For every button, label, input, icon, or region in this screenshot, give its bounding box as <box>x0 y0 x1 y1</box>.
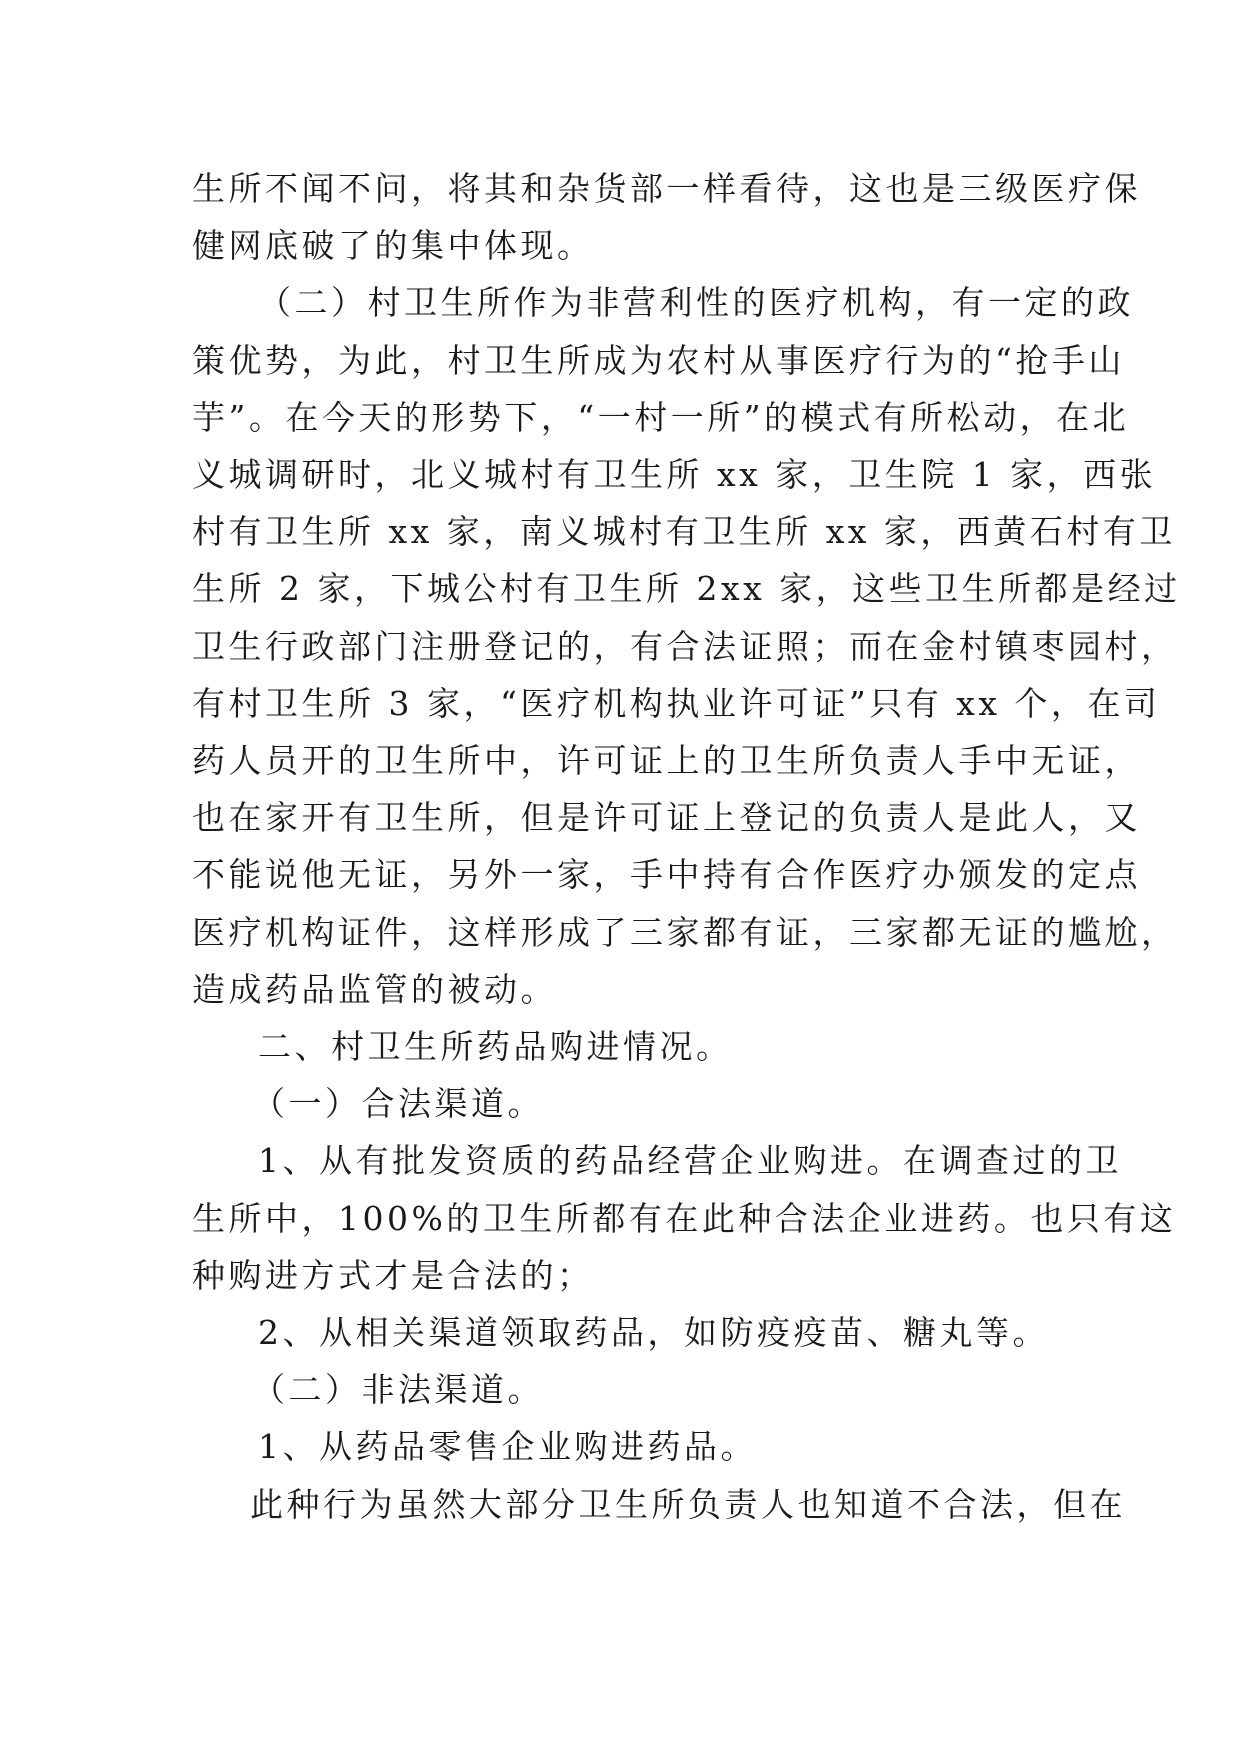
text-line: 不能说他无证，另外一家，手中持有合作医疗办颁发的定点 <box>192 855 1141 894</box>
subsection-heading: （二）非法渠道。 <box>252 1370 544 1409</box>
text-line: 义城调研时，北义城村有卫生所 xx 家，卫生院 1 家，西张 <box>192 455 1157 494</box>
text-line: 此种行为虽然大部分卫生所负责人也知道不合法，但在 <box>250 1485 1126 1524</box>
text-line: 有村卫生所 3 家，“医疗机构执业许可证”只有 xx 个，在司 <box>192 684 1161 723</box>
list-item: 2、从相关渠道领取药品，如防疫疫苗、糖丸等。 <box>258 1313 1049 1352</box>
text-line: 生所 2 家，下城公村有卫生所 2xx 家，这些卫生所都是经过 <box>192 569 1181 608</box>
text-line: 医疗机构证件，这样形成了三家都有证，三家都无证的尴尬， <box>192 913 1178 952</box>
text-line: 生所不闻不问，将其和杂货部一样看待，这也是三级医疗保 <box>192 169 1141 208</box>
subsection-heading: （一）合法渠道。 <box>252 1084 544 1123</box>
text-line: 健网底破了的集中体现。 <box>192 226 594 265</box>
text-line: 造成药品监管的被动。 <box>192 970 557 1009</box>
text-line: 生所中，100%的卫生所都有在此种合法企业进药。也只有这 <box>192 1199 1177 1238</box>
text-line: 村有卫生所 xx 家，南义城村有卫生所 xx 家，西黄石村有卫 <box>192 512 1176 551</box>
text-line: 芋”。在今天的形势下，“一村一所”的模式有所松动，在北 <box>192 398 1130 437</box>
list-item: 1、从有批发资质的药品经营企业购进。在调查过的卫 <box>258 1141 1122 1180</box>
list-item: 1、从药品零售企业购进药品。 <box>258 1427 757 1466</box>
section-heading: 二、村卫生所药品购进情况。 <box>258 1027 733 1066</box>
text-line: 卫生行政部门注册登记的，有合法证照；而在金村镇枣园村， <box>192 627 1178 666</box>
text-line: 药人员开的卫生所中，许可证上的卫生所负责人手中无证， <box>192 741 1141 780</box>
paragraph-heading: （二）村卫生所作为非营利性的医疗机构，有一定的政 <box>258 283 1134 322</box>
text-line: 种购进方式才是合法的； <box>192 1256 594 1295</box>
text-line: 策优势，为此，村卫生所成为农村从事医疗行为的“抢手山 <box>192 341 1125 380</box>
text-line: 也在家开有卫生所，但是许可证上登记的负责人是此人，又 <box>192 798 1141 837</box>
